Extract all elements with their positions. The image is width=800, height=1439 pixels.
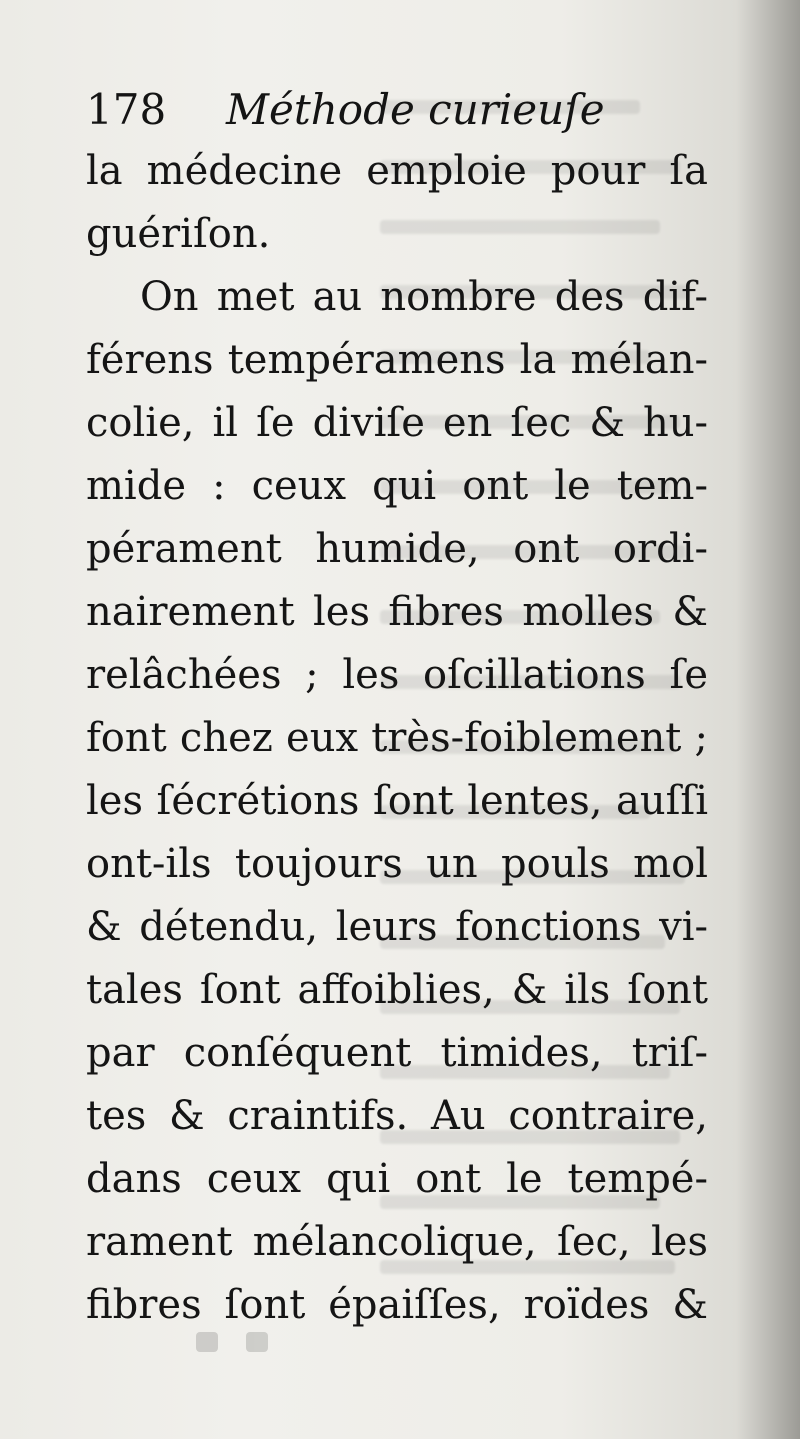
text-line: la médecine emploie pour ſa [86, 148, 708, 194]
text-line: rament mélancolique, ſec, les [86, 1219, 708, 1265]
text-line: relâchées ; les oſcillations ſe [86, 652, 708, 698]
text-line: les ſécrétions ſont lentes, auſſi [86, 778, 708, 824]
faint-signature-mark [196, 1322, 286, 1362]
text-line: tes & craintifs. Au contraire, [86, 1093, 708, 1139]
text-line: par conſéquent timides, triſ- [86, 1030, 708, 1076]
text-line: pérament humide, ont ordi- [86, 526, 708, 572]
page-header [86, 80, 706, 140]
text-line: guériſon. [86, 211, 271, 257]
paragraph-start-line: On met au nombre des dif- [140, 274, 708, 320]
text-line: & détendu, leurs fonctions vi- [86, 904, 708, 950]
text-line: fibres ſont épaiſſes, roïdes & [86, 1282, 708, 1328]
text-line: ont-ils toujours un pouls mol [86, 841, 708, 887]
text-line: mide : ceux qui ont le tem- [86, 463, 708, 509]
text-line: colie, il ſe diviſe en ſec & hu- [86, 400, 708, 446]
page-number: 178 [86, 85, 167, 134]
text-line: font chez eux très-foiblement ; [86, 715, 708, 761]
text-line: nairement les fibres molles & [86, 589, 708, 635]
text-line: tales ſont affoiblies, & ils ſont [86, 967, 708, 1013]
text-line: férens tempéramens la mélan- [86, 337, 708, 383]
running-title: Méthode curieuſe [226, 85, 605, 134]
text-line: dans ceux qui ont le tempé- [86, 1156, 708, 1202]
